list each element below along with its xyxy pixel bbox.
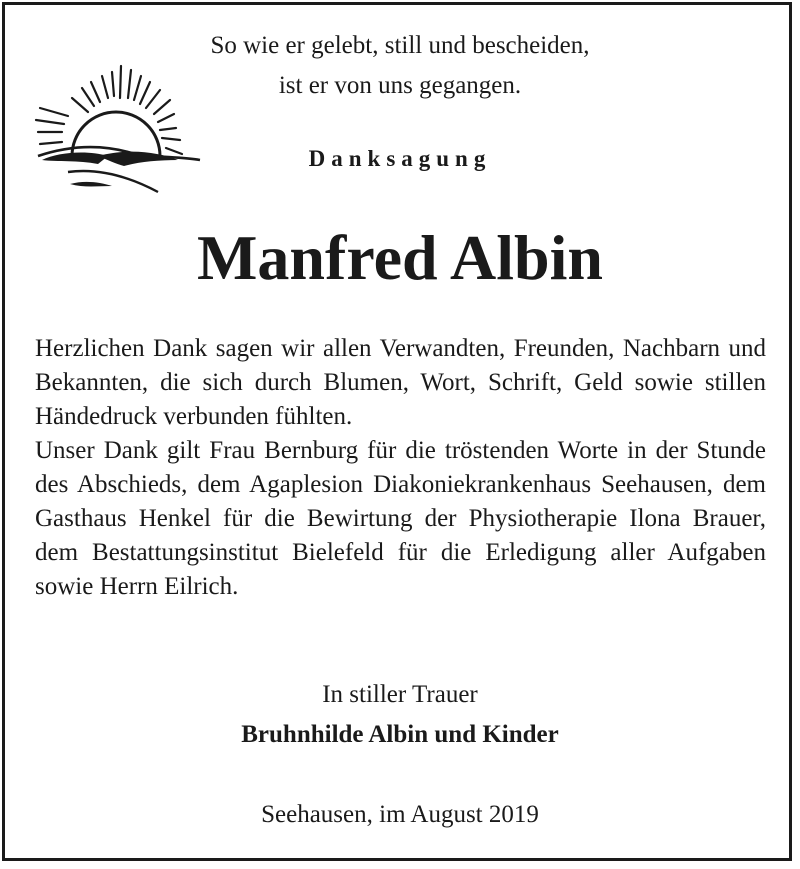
heading-danksagung: Danksagung [308, 146, 492, 171]
closing-signatories: Bruhnhilde Albin und Kinder [241, 721, 559, 748]
body-paragraph-1: Herzlichen Dank sagen wir allen Verwandten, Freunden, Nachbarn und Bekannten, die sich durch Blumen, Wort, Schrift, Geld sowie stillen Händedruck verbunden fühlten. [35, 335, 766, 430]
sunset-over-hills-icon [28, 60, 208, 200]
body-paragraph-2: Unser Dank gilt Frau Bernburg für die tröstenden Worte in der Stunde des Abschieds, dem Agaplesion Diakoniekrankenhaus Seehausen, dem Gasthaus Henkel für die Bewirtung der Physiotherapie Ilona Brauer, dem Bestattungsinstitut Bielefeld für die Erledigung aller Aufgaben sowie Herrn Eilrich. [35, 437, 766, 600]
motto-line-2: ist er von uns gegangen. [278, 72, 522, 99]
place-date: Seehausen, im August 2019 [261, 801, 539, 828]
deceased-name: Manfred Albin [197, 222, 603, 293]
closing-line-1: In stiller Trauer [322, 681, 478, 708]
body-text [35, 332, 766, 604]
motto-line-1: So wie er gelebt, still und bescheiden, [210, 32, 590, 59]
